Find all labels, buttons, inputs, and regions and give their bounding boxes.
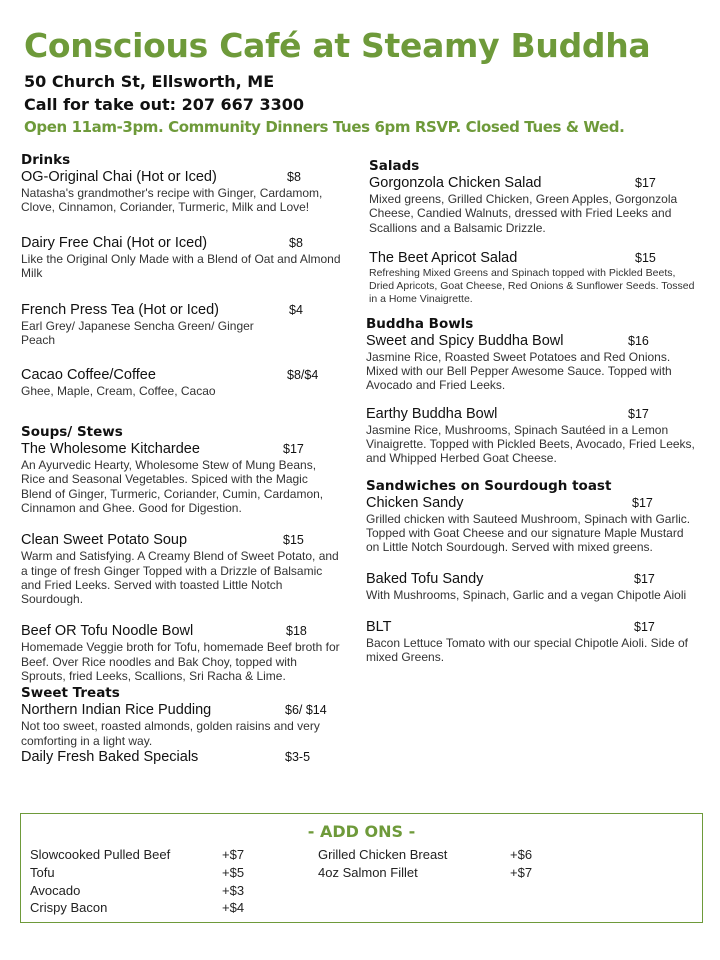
item-description: Jasmine Rice, Mushrooms, Spinach Sautéed in a Lemon Vinaigrette. Topped with Pickled Beets, Avocado, Fried Leeks, and Whipped Herbed Goat Cheese. bbox=[366, 422, 695, 466]
item-price: $17 bbox=[635, 176, 656, 190]
item-description: Natasha's grandmother's recipe with Ginger, Cardamom, Clove, Cinnamon, Coriander, Turmeric, Milk and Love! bbox=[21, 186, 323, 215]
item-name: Dairy Free Chai (Hot or Iced) bbox=[21, 234, 208, 251]
item-price: $8 bbox=[289, 235, 303, 250]
menu-item bbox=[21, 532, 341, 606]
item-name: Beef OR Tofu Noodle Bowl bbox=[21, 623, 194, 640]
item-price: $17 bbox=[634, 571, 655, 586]
opening-hours: Open 11am-3pm. Community Dinners Tues 6pm RSVP. Closed Tues & Wed. bbox=[24, 118, 625, 136]
item-description: Ghee, Maple, Cream, Coffee, Cacao bbox=[21, 383, 216, 398]
item-price: $3-5 bbox=[285, 749, 311, 764]
addon-price: +$7 bbox=[510, 865, 533, 880]
item-name: The Wholesome Kitchardee bbox=[21, 441, 200, 458]
item-price: $8 bbox=[287, 170, 301, 184]
item-name: Gorgonzola Chicken Salad bbox=[369, 175, 542, 191]
menu-item bbox=[21, 302, 341, 348]
section-heading-salads: Salads bbox=[369, 158, 420, 174]
item-description: Like the Original Only Made with a Blend of Oat and Almond Milk bbox=[21, 251, 341, 280]
item-name: Northern Indian Rice Pudding bbox=[21, 702, 212, 719]
menu-item bbox=[366, 495, 696, 555]
item-name: BLT bbox=[366, 618, 392, 635]
addon-name: Tofu bbox=[30, 865, 55, 880]
addon-name: Crispy Bacon bbox=[30, 900, 108, 915]
item-price: $15 bbox=[283, 533, 304, 548]
item-description: Mixed greens, Grilled Chicken, Green Apples, Gorgonzola Cheese, Candied Walnuts, dressed with Fried Leeks and Scallions and a Balsamic Drizzle. bbox=[369, 192, 678, 235]
menu-item bbox=[21, 367, 341, 398]
item-price: $17 bbox=[283, 442, 304, 457]
addon-name: Grilled Chicken Breast bbox=[318, 847, 448, 862]
item-price: $8/$4 bbox=[287, 367, 319, 382]
addon-name: 4oz Salmon Fillet bbox=[318, 865, 418, 880]
menu-right-column bbox=[366, 158, 696, 664]
item-name: Clean Sweet Potato Soup bbox=[21, 532, 188, 549]
menu-left-column bbox=[21, 152, 341, 766]
addon-price: +$4 bbox=[222, 900, 245, 915]
item-description: With Mushrooms, Spinach, Garlic and a vegan Chipotle Aioli bbox=[366, 587, 687, 602]
menu-item bbox=[366, 406, 696, 466]
addon-price: +$7 bbox=[222, 847, 245, 862]
addon-name: Slowcooked Pulled Beef bbox=[30, 847, 171, 862]
menu-item bbox=[366, 333, 696, 393]
item-price: $17 bbox=[634, 619, 655, 634]
item-name: Baked Tofu Sandy bbox=[366, 570, 484, 587]
addon-price: +$6 bbox=[510, 847, 533, 862]
addons-title: - ADD ONS - bbox=[307, 822, 416, 841]
item-name: OG-Original Chai (Hot or Iced) bbox=[21, 169, 217, 185]
item-price: $6/ $14 bbox=[285, 703, 327, 718]
menu-item bbox=[21, 702, 341, 748]
item-description: Jasmine Rice, Roasted Sweet Potatoes and Red Onions. Mixed with our Bell Pepper Awesome Sauce. Topped with Avocado and Fried Leeks. bbox=[366, 349, 672, 393]
item-price: $17 bbox=[632, 495, 653, 510]
menu-item bbox=[21, 623, 341, 683]
menu-item bbox=[369, 250, 696, 306]
menu-item bbox=[21, 235, 341, 281]
item-name: Sweet and Spicy Buddha Bowl bbox=[366, 332, 564, 349]
addons-box bbox=[20, 813, 703, 923]
menu-item bbox=[21, 749, 341, 766]
addon-price: +$5 bbox=[222, 865, 245, 880]
cafe-address: 50 Church St, Ellsworth, ME bbox=[24, 72, 275, 91]
item-name: French Press Tea (Hot or Iced) bbox=[21, 302, 219, 319]
item-price: $16 bbox=[628, 333, 649, 348]
menu-item bbox=[366, 571, 696, 602]
item-description: Earl Grey/ Japanese Sencha Green/ Ginger Peach bbox=[21, 319, 254, 348]
item-name: Cacao Coffee/Coffee bbox=[21, 366, 156, 383]
item-name: Daily Fresh Baked Specials bbox=[21, 748, 199, 765]
item-name: Chicken Sandy bbox=[366, 494, 464, 511]
item-description: Warm and Satisfying. A Creamy Blend of Sweet Potato, and a tinge of fresh Ginger Topped with a Drizzle of Balsamic and Fried Leeks. Served with toasted Little Notch Sourdough. bbox=[21, 549, 339, 607]
item-description: Homemade Veggie broth for Tofu, homemade Beef broth for Beef. Over Rice noodles and Bak Choy, topped with Sprouts, fried Leeks, Scallions, Sri Racha & Lime. bbox=[21, 640, 340, 684]
item-name: The Beet Apricot Salad bbox=[369, 249, 518, 266]
item-description: Not too sweet, roasted almonds, golden raisins and very comforting in a light way. bbox=[21, 719, 320, 748]
section-heading-soups: Soups/ Stews bbox=[21, 424, 123, 441]
menu-item bbox=[366, 619, 696, 665]
menu-item bbox=[369, 175, 696, 235]
addon-name: Avocado bbox=[30, 883, 81, 898]
item-description: Refreshing Mixed Greens and Spinach topped with Pickled Beets, Dried Apricots, Goat Cheese, Red Onions & Sunflower Seeds. Tossed in a Home Vinaigrette. bbox=[369, 266, 695, 305]
item-description: Bacon Lettuce Tomato with our special Chipotle Aioli. Side of mixed Greens. bbox=[366, 635, 688, 665]
item-price: $15 bbox=[635, 250, 656, 265]
section-heading-sandwiches: Sandwiches on Sourdough toast bbox=[366, 477, 612, 494]
menu-item bbox=[21, 441, 341, 515]
section-heading-buddha-bowls: Buddha Bowls bbox=[366, 315, 474, 332]
section-heading-drinks: Drinks bbox=[21, 152, 71, 168]
takeout-phone: Call for take out: 207 667 3300 bbox=[24, 95, 305, 114]
cafe-title: Conscious Café at Steamy Buddha bbox=[24, 26, 651, 65]
item-price: $4 bbox=[289, 303, 303, 318]
section-heading-sweet-treats: Sweet Treats bbox=[21, 685, 120, 702]
item-name: Earthy Buddha Bowl bbox=[366, 405, 498, 422]
item-price: $18 bbox=[286, 624, 307, 639]
menu-item bbox=[21, 169, 341, 215]
addon-price: +$3 bbox=[222, 883, 245, 898]
item-description: An Ayurvedic Hearty, Wholesome Stew of Mung Beans, Rice and Seasonal Vegetables. Spiced with the Magic Blend of Ginger, Turmeric, Coriander, Cumin, Cardamon, Cinnamon and Ghee. Good for Digestion. bbox=[21, 458, 324, 515]
item-price: $17 bbox=[628, 406, 649, 421]
item-description: Grilled chicken with Sauteed Mushroom, Spinach with Garlic. Topped with Goat Cheese and our signature Maple Mustard on Little Notch Sourdough. Served with mixed greens. bbox=[366, 511, 691, 555]
